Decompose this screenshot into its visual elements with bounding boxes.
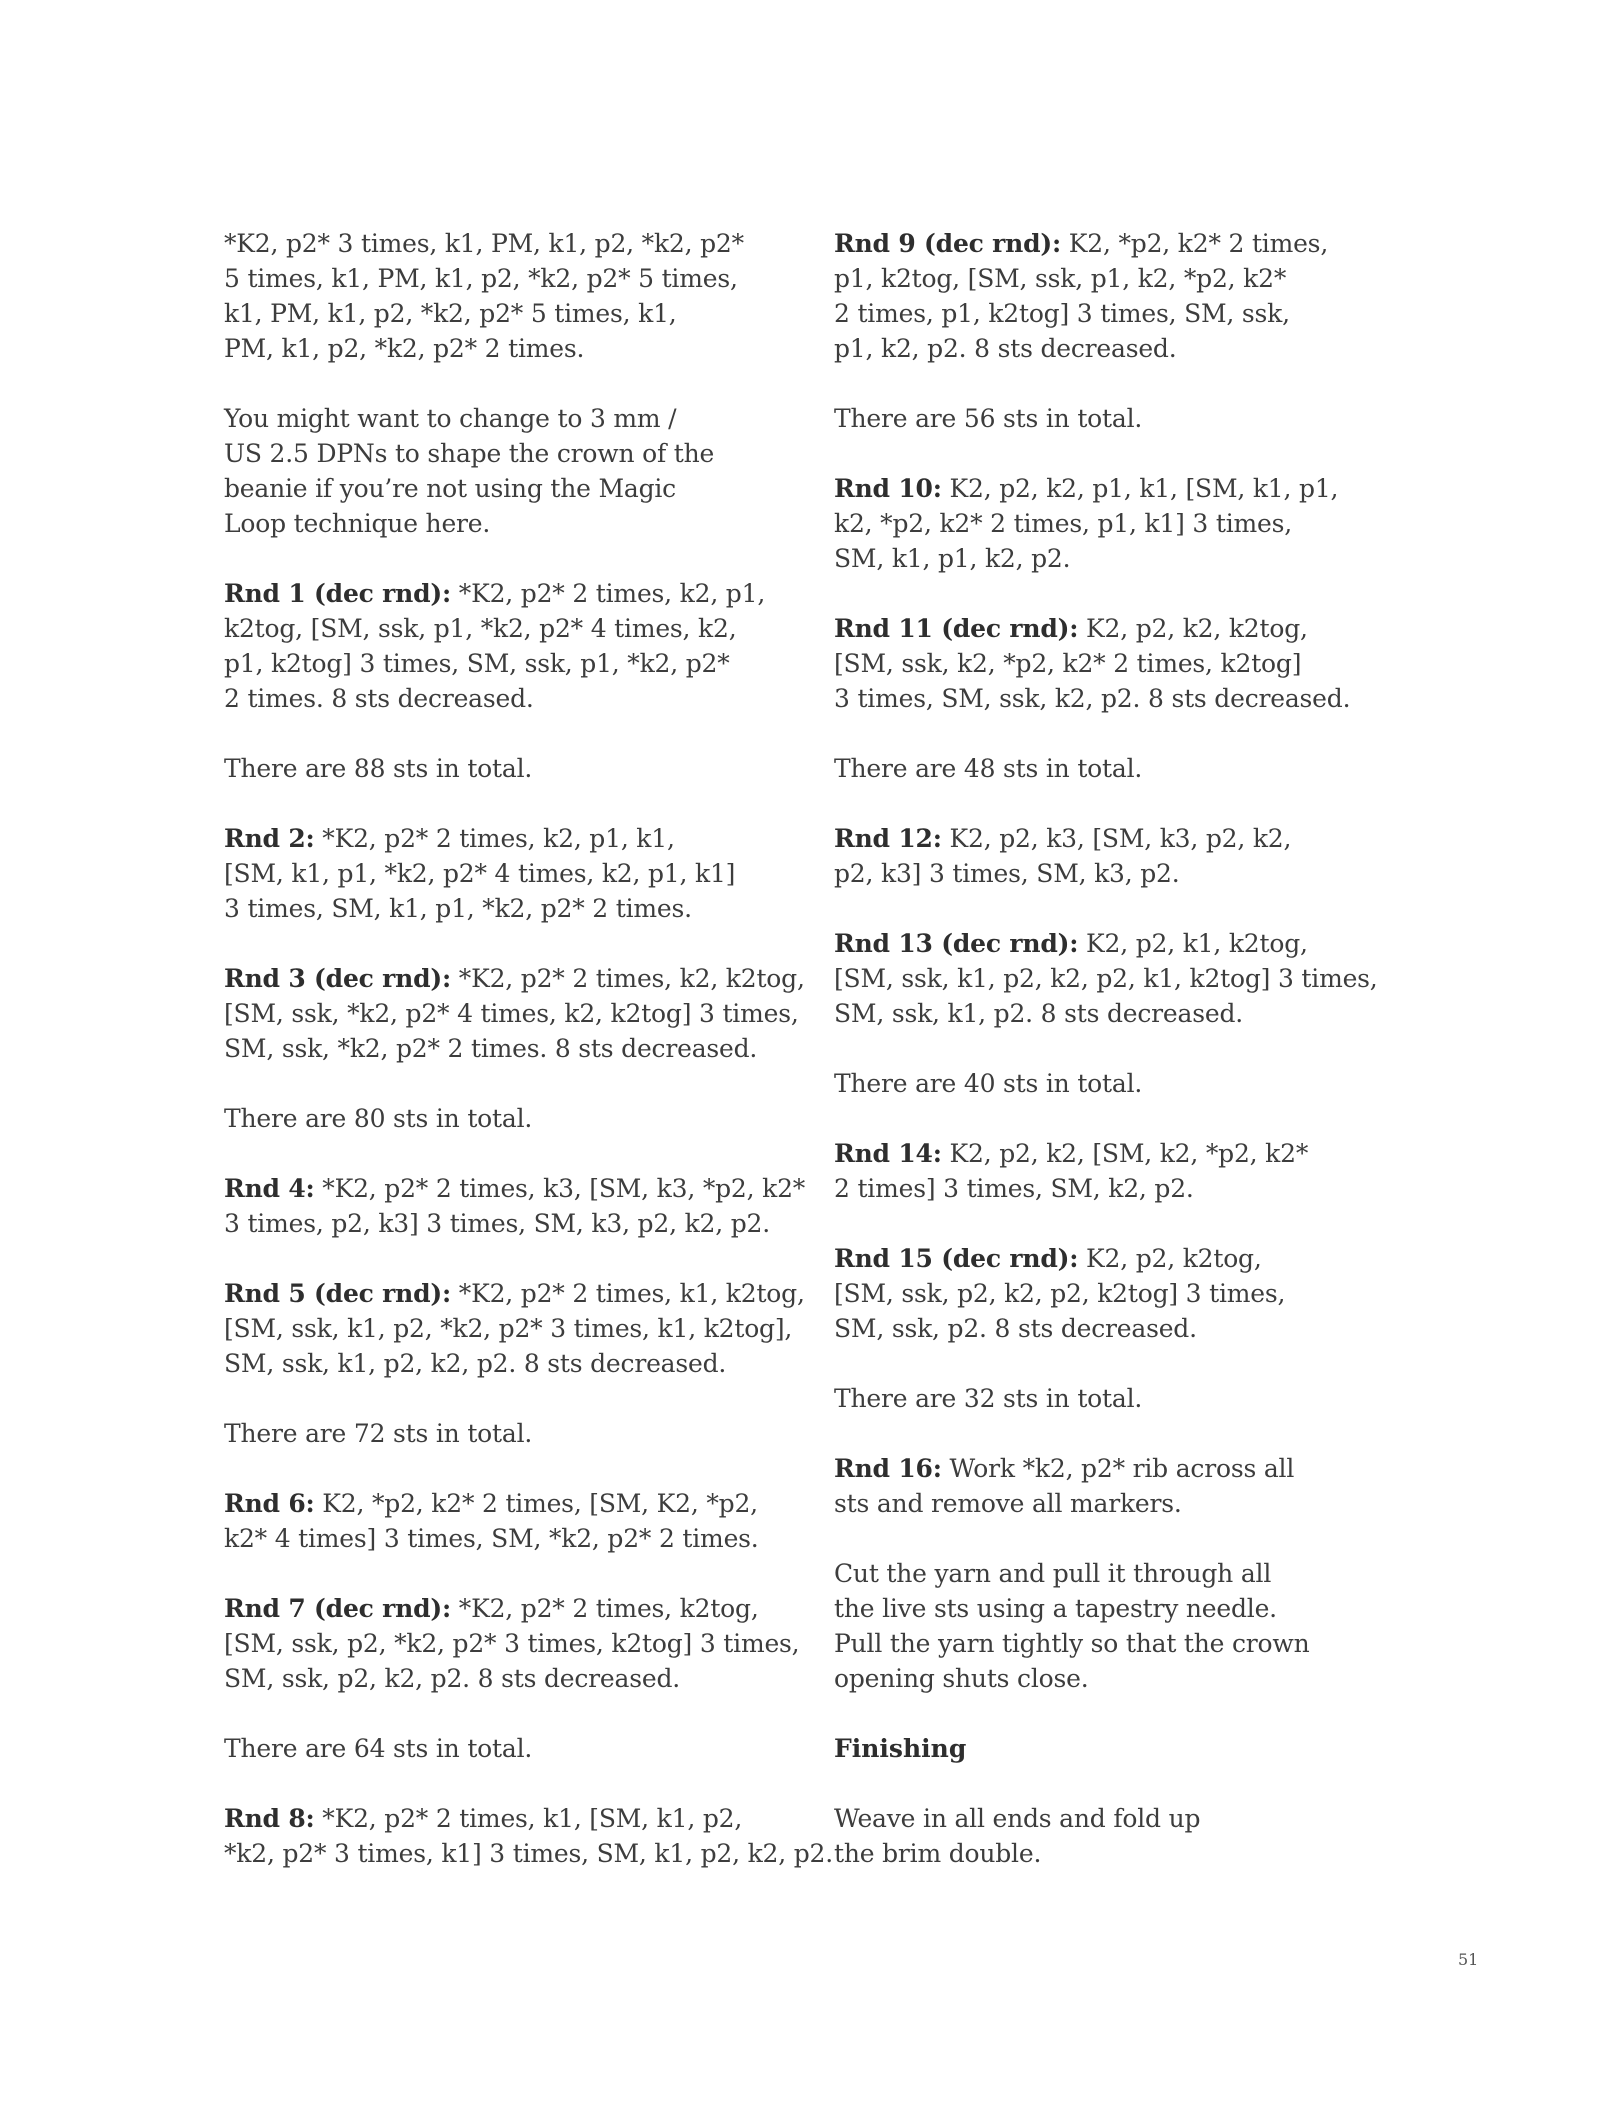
line-text: SM, ssk, *k2, p2* 2 times. 8 sts decreased.: [224, 1034, 758, 1063]
text-line: [834, 926, 1394, 961]
text-line: [834, 681, 1394, 716]
text-line: [224, 1521, 784, 1556]
round-instruction: [224, 821, 784, 926]
line-text: Work *k2, p2* rib across all: [941, 1454, 1295, 1483]
text-line: [224, 1731, 784, 1766]
text-line: [834, 296, 1394, 331]
line-text: PM, k1, p2, *k2, p2* 2 times.: [224, 334, 585, 363]
text-line: [224, 296, 784, 331]
round-instruction: [834, 1451, 1394, 1521]
line-text: 2 times, p1, k2tog] 3 times, SM, ssk,: [834, 299, 1290, 328]
text-line: [224, 401, 784, 436]
line-text: K2, *p2, k2* 2 times,: [1061, 229, 1329, 258]
line-text: SM, ssk, p2, k2, p2. 8 sts decreased.: [224, 1664, 681, 1693]
round-label: Rnd 14:: [834, 1139, 942, 1168]
line-text: beanie if you’re not using the Magic: [224, 474, 676, 503]
line-text: Loop technique here.: [224, 509, 491, 538]
line-text: K2, *p2, k2* 2 times, [SM, K2, *p2,: [314, 1489, 758, 1518]
text-line: [834, 1556, 1394, 1591]
line-text: 2 times. 8 sts decreased.: [224, 684, 534, 713]
line-text: There are 72 sts in total.: [224, 1419, 533, 1448]
line-text: 2 times] 3 times, SM, k2, p2.: [834, 1174, 1194, 1203]
round-label: Rnd 13 (dec rnd):: [834, 929, 1079, 958]
text-line: [834, 961, 1394, 996]
line-text: There are 40 sts in total.: [834, 1069, 1143, 1098]
line-text: *K2, p2* 2 times, k1, [SM, k1, p2,: [314, 1804, 743, 1833]
round-label: Rnd 16:: [834, 1454, 942, 1483]
text-line: [834, 261, 1394, 296]
round-instruction: [834, 1136, 1394, 1206]
line-text: *K2, p2* 2 times, k2, p1,: [451, 579, 766, 608]
line-text: SM, ssk, p2. 8 sts decreased.: [834, 1314, 1197, 1343]
text-line: [224, 1311, 793, 1346]
round-label: Rnd 9 (dec rnd):: [834, 229, 1062, 258]
round-label: Rnd 3 (dec rnd):: [224, 964, 452, 993]
text-line: [224, 1591, 784, 1626]
text-line: [224, 1626, 800, 1661]
text-line: [224, 681, 784, 716]
text-line: [834, 506, 1394, 541]
text-line: [224, 471, 784, 506]
line-text: *K2, p2* 2 times, k2, k2tog,: [451, 964, 805, 993]
line-text: *K2, p2* 2 times, k1, k2tog,: [451, 1279, 805, 1308]
round-instruction: [224, 961, 805, 1066]
text-line: [834, 1381, 1394, 1416]
line-text: Cut the yarn and pull it through all: [834, 1559, 1272, 1588]
round-instruction: [834, 821, 1394, 891]
paragraph: [224, 226, 784, 366]
paragraph: [834, 401, 1394, 436]
line-text: 3 times, SM, k1, p1, *k2, p2* 2 times.: [224, 894, 692, 923]
text-line: [224, 646, 784, 681]
left-column: [224, 226, 833, 1906]
line-text: Weave in all ends and fold up: [834, 1804, 1201, 1833]
round-instruction: [224, 1801, 833, 1871]
line-text: p1, k2tog, [SM, ssk, p1, k2, *p2, k2*: [834, 264, 1287, 293]
text-line: [224, 1801, 784, 1836]
round-label: Rnd 6:: [224, 1489, 315, 1518]
text-line: [834, 856, 1394, 891]
line-text: 3 times, SM, ssk, k2, p2. 8 sts decreased.: [834, 684, 1351, 713]
text-line: [834, 1661, 1394, 1696]
paragraph: [834, 1381, 1394, 1416]
text-line: [834, 646, 1394, 681]
text-line: [224, 1661, 784, 1696]
paragraph: [224, 1731, 784, 1766]
text-line: [834, 471, 1394, 506]
line-text: There are 64 sts in total.: [224, 1734, 533, 1763]
line-text: p1, k2, p2. 8 sts decreased.: [834, 334, 1177, 363]
text-line: [834, 1801, 1394, 1836]
line-text: [SM, ssk, k1, p2, *k2, p2* 3 times, k1, k2tog],: [224, 1314, 793, 1343]
text-line: [224, 226, 784, 261]
line-text: opening shuts close.: [834, 1664, 1089, 1693]
line-text: K2, p2, k2, p1, k1, [SM, k1, p1,: [941, 474, 1339, 503]
text-line: [224, 1416, 784, 1451]
text-line: [834, 1171, 1394, 1206]
text-line: [834, 1591, 1394, 1626]
line-text: k2, *p2, k2* 2 times, p1, k1] 3 times,: [834, 509, 1293, 538]
line-text: *K2, p2* 2 times, k2tog,: [451, 1594, 759, 1623]
text-line: [834, 1276, 1394, 1311]
line-text: 3 times, p2, k3] 3 times, SM, k3, p2, k2, p2.: [224, 1209, 770, 1238]
round-label: Rnd 2:: [224, 824, 315, 853]
text-line: [224, 821, 784, 856]
text-line: [834, 1626, 1394, 1661]
round-instruction: [224, 576, 784, 716]
section-heading: Finishing: [834, 1734, 967, 1763]
line-text: k1, PM, k1, p2, *k2, p2* 5 times, k1,: [224, 299, 677, 328]
round-instruction: [224, 1486, 784, 1556]
line-text: There are 80 sts in total.: [224, 1104, 533, 1133]
round-label: Rnd 8:: [224, 1804, 315, 1833]
text-line: [834, 1066, 1394, 1101]
line-text: k2* 4 times] 3 times, SM, *k2, p2* 2 times.: [224, 1524, 759, 1553]
round-instruction: [834, 611, 1394, 716]
paragraph: [834, 751, 1394, 786]
line-text: US 2.5 DPNs to shape the crown of the: [224, 439, 715, 468]
line-text: SM, ssk, k1, p2. 8 sts decreased.: [834, 999, 1244, 1028]
right-column: [834, 226, 1394, 1906]
line-text: K2, p2, k2tog,: [1078, 1244, 1262, 1273]
paragraph: [224, 1101, 784, 1136]
line-text: 5 times, k1, PM, k1, p2, *k2, p2* 5 times,: [224, 264, 738, 293]
line-text: [SM, ssk, *k2, p2* 4 times, k2, k2tog] 3 times,: [224, 999, 799, 1028]
round-label: Rnd 7 (dec rnd):: [224, 1594, 452, 1623]
line-text: SM, ssk, k1, p2, k2, p2. 8 sts decreased.: [224, 1349, 727, 1378]
line-text: There are 32 sts in total.: [834, 1384, 1143, 1413]
round-label: Rnd 15 (dec rnd):: [834, 1244, 1079, 1273]
text-line: [834, 226, 1394, 261]
text-line: [834, 401, 1394, 436]
paragraph: [834, 1801, 1394, 1871]
line-text: p1, k2tog] 3 times, SM, ssk, p1, *k2, p2*: [224, 649, 730, 678]
text-line: [224, 961, 805, 996]
text-line: [224, 611, 784, 646]
round-instruction: [834, 226, 1394, 366]
text-line: [834, 1136, 1394, 1171]
round-instruction: [224, 1276, 805, 1381]
line-text: the live sts using a tapestry needle.: [834, 1594, 1277, 1623]
line-text: p2, k3] 3 times, SM, k3, p2.: [834, 859, 1180, 888]
line-text: SM, k1, p1, k2, p2.: [834, 544, 1071, 573]
line-text: [SM, k1, p1, *k2, p2* 4 times, k2, p1, k1]: [224, 859, 736, 888]
round-label: Rnd 12:: [834, 824, 942, 853]
text-line: [224, 261, 784, 296]
text-line: [224, 751, 784, 786]
page-number: 51: [1458, 1950, 1479, 1969]
line-text: [SM, ssk, k2, *p2, k2* 2 times, k2tog]: [834, 649, 1302, 678]
text-line: [224, 1276, 805, 1311]
line-text: [SM, ssk, p2, k2, p2, k2tog] 3 times,: [834, 1279, 1286, 1308]
round-label: Rnd 4:: [224, 1174, 315, 1203]
text-line: [224, 1346, 784, 1381]
text-line: [834, 331, 1394, 366]
text-line: [224, 1836, 833, 1871]
line-text: There are 48 sts in total.: [834, 754, 1143, 783]
paragraph: [224, 751, 784, 786]
line-text: K2, p2, k3, [SM, k3, p2, k2,: [941, 824, 1292, 853]
line-text: *K2, p2* 2 times, k3, [SM, k3, *p2, k2*: [314, 1174, 806, 1203]
line-text: There are 88 sts in total.: [224, 754, 533, 783]
text-line: [834, 611, 1394, 646]
text-line: [834, 1451, 1394, 1486]
text-line: [224, 1171, 806, 1206]
text-line: [834, 541, 1394, 576]
line-text: [SM, ssk, p2, *k2, p2* 3 times, k2tog] 3 times,: [224, 1629, 800, 1658]
text-line: [834, 1486, 1394, 1521]
line-text: [SM, ssk, k1, p2, k2, p2, k1, k2tog] 3 times,: [834, 964, 1378, 993]
round-label: Rnd 10:: [834, 474, 942, 503]
paragraph: [224, 401, 784, 541]
text-line: [834, 751, 1394, 786]
line-text: Pull the yarn tightly so that the crown: [834, 1629, 1310, 1658]
text-line: [224, 856, 784, 891]
text-line: [224, 1206, 784, 1241]
text-line: [834, 1836, 1394, 1871]
text-line: [224, 1486, 784, 1521]
text-line: [834, 821, 1394, 856]
line-text: *k2, p2* 3 times, k1] 3 times, SM, k1, p2, k2, p2.: [224, 1839, 833, 1868]
line-text: There are 56 sts in total.: [834, 404, 1143, 433]
text-line: [224, 576, 784, 611]
line-text: sts and remove all markers.: [834, 1489, 1182, 1518]
paragraph: [834, 1066, 1394, 1101]
line-text: K2, p2, k1, k2tog,: [1078, 929, 1308, 958]
text-line: [224, 436, 784, 471]
round-label: Rnd 5 (dec rnd):: [224, 1279, 452, 1308]
paragraph: [224, 1416, 784, 1451]
text-line: [224, 891, 784, 926]
line-text: *K2, p2* 2 times, k2, p1, k1,: [314, 824, 675, 853]
round-instruction: [224, 1171, 806, 1241]
text-line: [224, 996, 799, 1031]
text-line: [224, 506, 784, 541]
text-line: [224, 331, 784, 366]
round-instruction: [834, 1241, 1394, 1346]
text-line: [834, 1241, 1394, 1276]
round-label: Rnd 1 (dec rnd):: [224, 579, 452, 608]
line-text: K2, p2, k2, k2tog,: [1078, 614, 1308, 643]
round-instruction: [224, 1591, 800, 1696]
text-line: [224, 1031, 784, 1066]
line-text: the brim double.: [834, 1839, 1042, 1868]
paragraph: [834, 1556, 1394, 1696]
round-instruction: [834, 471, 1394, 576]
line-text: k2tog, [SM, ssk, p1, *k2, p2* 4 times, k2,: [224, 614, 737, 643]
line-text: You might want to change to 3 mm /: [224, 404, 677, 433]
round-label: Rnd 11 (dec rnd):: [834, 614, 1079, 643]
line-text: K2, p2, k2, [SM, k2, *p2, k2*: [941, 1139, 1309, 1168]
line-text: *K2, p2* 3 times, k1, PM, k1, p2, *k2, p2*: [224, 229, 744, 258]
text-line: [834, 996, 1394, 1031]
text-line: [834, 1311, 1394, 1346]
round-instruction: [834, 926, 1394, 1031]
text-line: [224, 1101, 784, 1136]
